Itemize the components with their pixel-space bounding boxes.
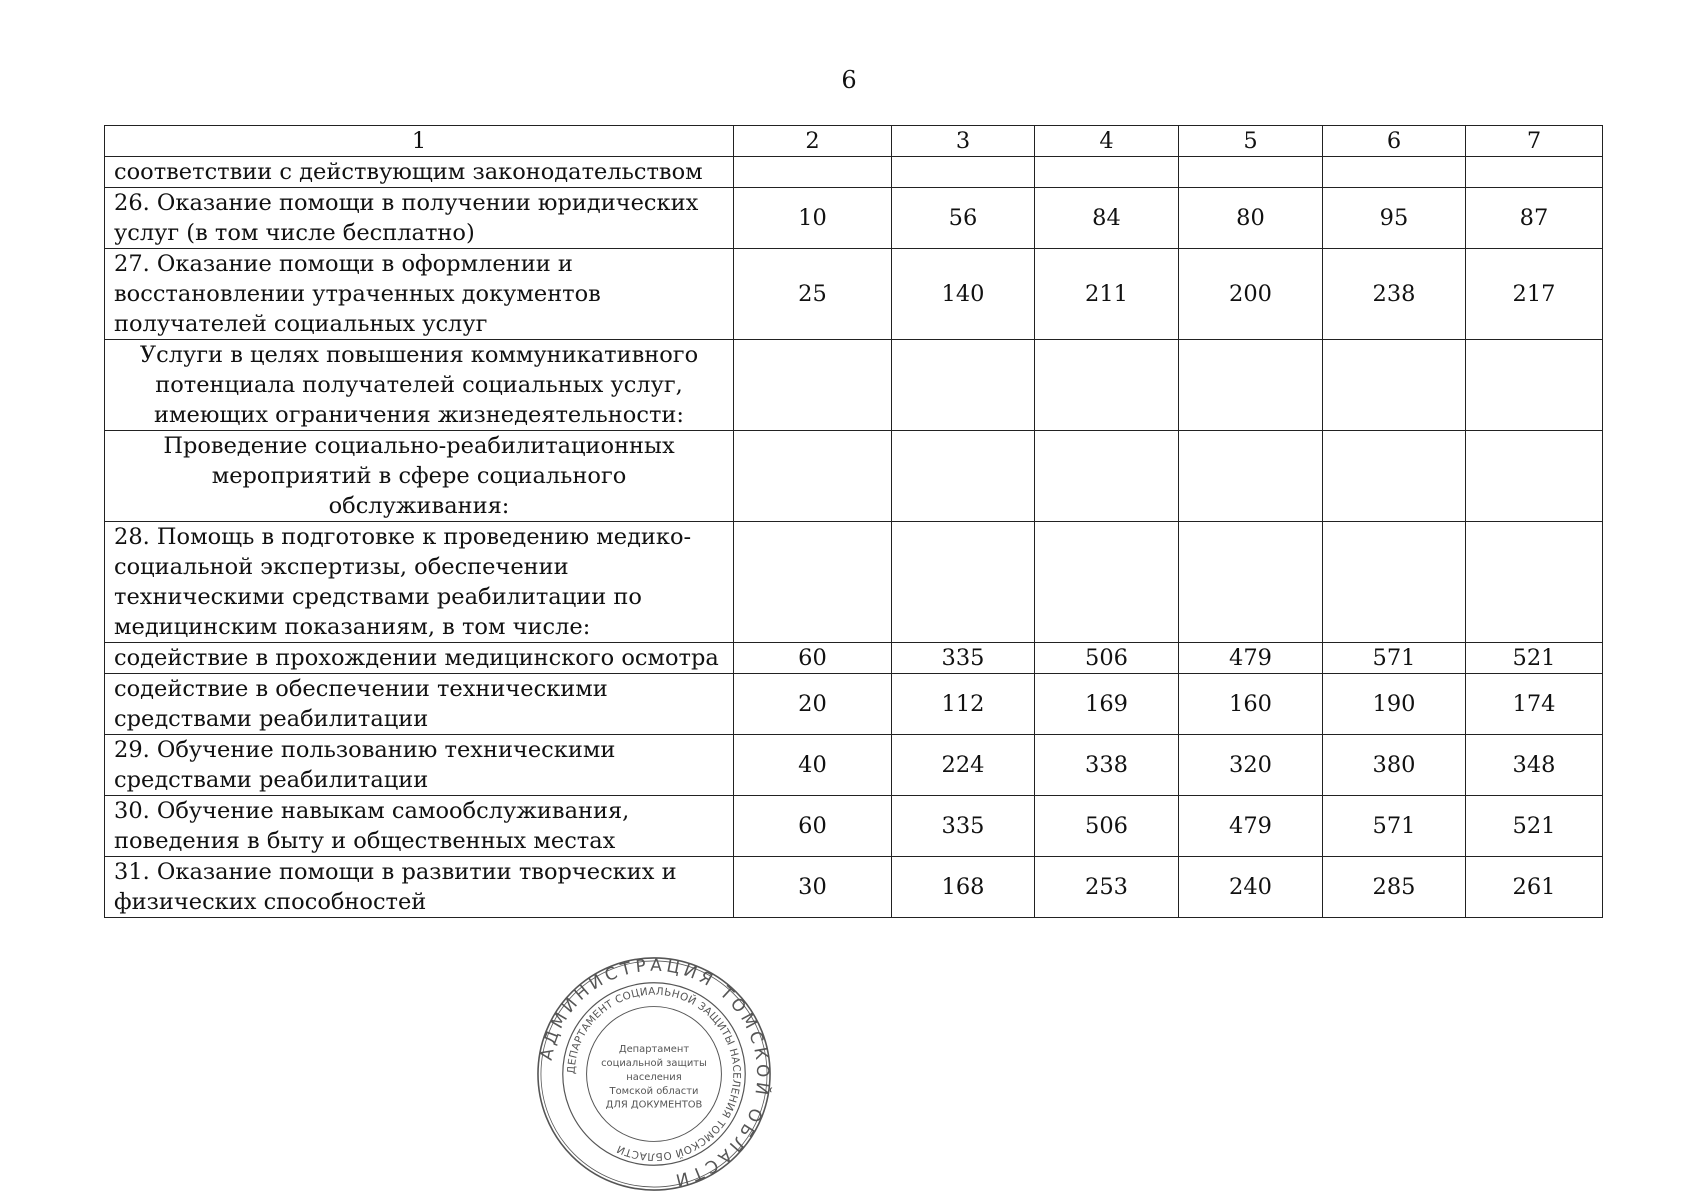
value-cell — [1323, 522, 1466, 643]
service-name-cell: содействие в обеспечении техническими средствами реабилитации — [105, 674, 734, 735]
value-cell: 571 — [1323, 643, 1466, 674]
service-name-cell: 28. Помощь в подготовке к проведению медико-социальной экспертизы, обеспечении техническими средствами реабилитации по медицинским показаниям, в том числе: — [105, 522, 734, 643]
page-number: 6 — [841, 66, 857, 94]
value-cell — [1035, 157, 1179, 188]
table-row — [105, 643, 1603, 674]
column-number: 4 — [1035, 126, 1179, 157]
value-cell: 506 — [1035, 796, 1179, 857]
seal-center-line: населения — [626, 1071, 682, 1083]
value-cell: 169 — [1035, 674, 1179, 735]
value-cell: 380 — [1323, 735, 1466, 796]
value-cell — [1179, 340, 1323, 431]
value-cell: 95 — [1323, 188, 1466, 249]
service-name-cell: 30. Обучение навыкам самообслуживания, поведения в быту и общественных местах — [105, 796, 734, 857]
service-name-cell: Проведение социально-реабилитационных мероприятий в сфере социального обслуживания: — [105, 431, 734, 522]
value-cell — [1466, 522, 1603, 643]
value-cell: 224 — [892, 735, 1035, 796]
value-cell: 479 — [1179, 643, 1323, 674]
value-cell — [892, 522, 1035, 643]
table-row — [105, 522, 1603, 643]
value-cell: 571 — [1323, 796, 1466, 857]
column-number: 7 — [1466, 126, 1603, 157]
table-row — [105, 735, 1603, 796]
value-cell — [734, 431, 892, 522]
value-cell: 253 — [1035, 857, 1179, 918]
column-number: 6 — [1323, 126, 1466, 157]
value-cell: 60 — [734, 643, 892, 674]
value-cell: 168 — [892, 857, 1035, 918]
value-cell — [1466, 340, 1603, 431]
value-cell: 320 — [1179, 735, 1323, 796]
service-name-cell: 26. Оказание помощи в получении юридических услуг (в том числе бесплатно) — [105, 188, 734, 249]
table-row — [105, 796, 1603, 857]
value-cell: 521 — [1466, 796, 1603, 857]
value-cell — [892, 431, 1035, 522]
value-cell: 240 — [1179, 857, 1323, 918]
value-cell: 30 — [734, 857, 892, 918]
table-row — [105, 157, 1603, 188]
service-name-cell: содействие в прохождении медицинского осмотра — [105, 643, 734, 674]
column-number: 2 — [734, 126, 892, 157]
value-cell — [1179, 522, 1323, 643]
value-cell: 506 — [1035, 643, 1179, 674]
column-number-row — [105, 126, 1603, 157]
value-cell — [1035, 340, 1179, 431]
value-cell: 348 — [1466, 735, 1603, 796]
table-row — [105, 674, 1603, 735]
seal-center-line: ДЛЯ ДОКУМЕНТОВ — [605, 1099, 703, 1111]
value-cell — [1323, 157, 1466, 188]
value-cell: 211 — [1035, 249, 1179, 340]
value-cell: 200 — [1179, 249, 1323, 340]
seal-center-line: Томской области — [609, 1085, 699, 1097]
value-cell — [892, 157, 1035, 188]
value-cell — [734, 340, 892, 431]
seal-center-line: социальной защиты — [601, 1058, 707, 1070]
value-cell: 217 — [1466, 249, 1603, 340]
column-number: 1 — [105, 126, 734, 157]
table-row — [105, 188, 1603, 249]
value-cell: 335 — [892, 643, 1035, 674]
value-cell: 521 — [1466, 643, 1603, 674]
service-name-cell: соответствии с действующим законодательством — [105, 157, 734, 188]
table-row — [105, 857, 1603, 918]
seal-center-line: Департамент — [618, 1044, 690, 1056]
value-cell — [1035, 522, 1179, 643]
value-cell — [892, 340, 1035, 431]
value-cell: 238 — [1323, 249, 1466, 340]
service-name-cell: 27. Оказание помощи в оформлении и восстановлении утраченных документов получателей социальных услуг — [105, 249, 734, 340]
value-cell: 160 — [1179, 674, 1323, 735]
table-row — [105, 431, 1603, 522]
value-cell: 56 — [892, 188, 1035, 249]
value-cell: 80 — [1179, 188, 1323, 249]
value-cell — [734, 157, 892, 188]
value-cell — [1323, 340, 1466, 431]
service-name-cell: 29. Обучение пользованию техническими средствами реабилитации — [105, 735, 734, 796]
value-cell: 40 — [734, 735, 892, 796]
column-number: 5 — [1179, 126, 1323, 157]
value-cell — [1466, 157, 1603, 188]
value-cell: 112 — [892, 674, 1035, 735]
table-row — [105, 340, 1603, 431]
value-cell: 87 — [1466, 188, 1603, 249]
seal-outer-text: АДМИНИСТРАЦИЯ ТОМСКОЙ ОБЛАСТИ — [535, 955, 773, 1192]
value-cell: 10 — [734, 188, 892, 249]
value-cell: 140 — [892, 249, 1035, 340]
value-cell — [1035, 431, 1179, 522]
value-cell: 60 — [734, 796, 892, 857]
column-number: 3 — [892, 126, 1035, 157]
seal-inner-text: ДЕПАРТАМЕНТ СОЦИАЛЬНОЙ ЗАЩИТЫ НАСЕЛЕНИЯ ТОМСКОЙ ОБЛАСТИ — [565, 985, 743, 1163]
service-name-cell: Услуги в целях повышения коммуникативного потенциала получателей социальных услуг, имеющих ограничения жизнедеятельности: — [105, 340, 734, 431]
official-seal — [535, 955, 773, 1193]
value-cell — [1323, 431, 1466, 522]
value-cell: 25 — [734, 249, 892, 340]
value-cell — [1466, 431, 1603, 522]
value-cell: 261 — [1466, 857, 1603, 918]
table-row — [105, 249, 1603, 340]
value-cell: 479 — [1179, 796, 1323, 857]
value-cell — [734, 522, 892, 643]
services-table — [104, 125, 1603, 918]
value-cell — [1179, 431, 1323, 522]
value-cell: 20 — [734, 674, 892, 735]
value-cell: 285 — [1323, 857, 1466, 918]
value-cell: 338 — [1035, 735, 1179, 796]
value-cell: 335 — [892, 796, 1035, 857]
value-cell: 174 — [1466, 674, 1603, 735]
service-name-cell: 31. Оказание помощи в развитии творческих и физических способностей — [105, 857, 734, 918]
value-cell: 84 — [1035, 188, 1179, 249]
value-cell: 190 — [1323, 674, 1466, 735]
value-cell — [1179, 157, 1323, 188]
